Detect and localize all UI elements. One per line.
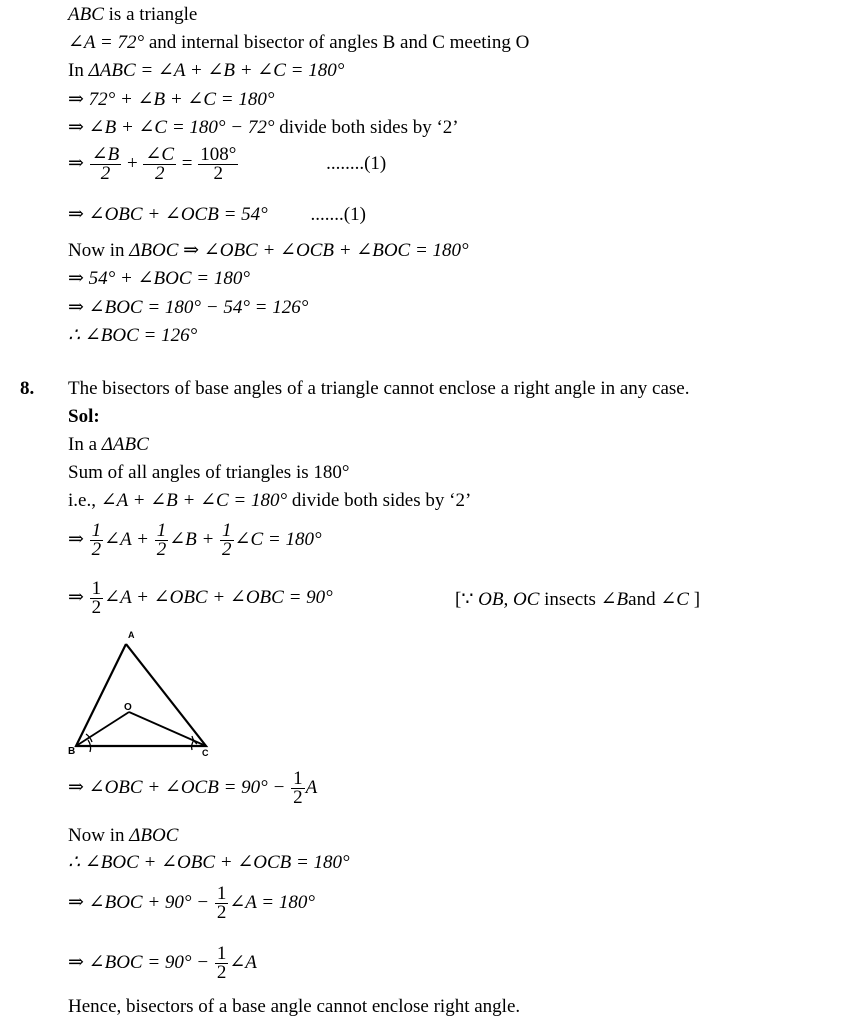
line-step <box>68 117 459 139</box>
plus: + <box>126 152 138 174</box>
text: In <box>68 60 89 81</box>
line-fraction-step <box>68 770 317 807</box>
text: [∵ <box>455 589 479 610</box>
equation-ref: .......(1) <box>310 204 366 225</box>
math: OB, OC <box>478 589 540 610</box>
line-step <box>68 434 149 456</box>
line-step: ⇒ 54° + ∠BOC = 180° <box>68 268 250 289</box>
line-step: ∴ ∠BOC + ∠OBC + ∠OCB = 180° <box>68 852 350 873</box>
math: ∠B <box>600 589 629 610</box>
fraction <box>215 945 229 982</box>
line-step <box>68 204 366 226</box>
math: ⇒ ∠OBC + ∠OCB = 90° − <box>68 776 286 798</box>
fraction <box>215 885 229 922</box>
text: Now in <box>68 240 130 261</box>
solution-label: Sol: <box>68 406 100 427</box>
vertex-label-a: A <box>128 630 135 640</box>
reason-note <box>455 589 700 611</box>
denominator: 2 <box>91 597 102 618</box>
denominator: 2 <box>91 539 102 560</box>
numerator: 1 <box>91 578 102 599</box>
math: ∠A <box>229 951 257 973</box>
numerator: 108° <box>200 144 237 165</box>
text: ] <box>688 589 701 610</box>
line-angle-sum <box>68 60 344 82</box>
text: and internal bisector of angles B and C meeting O <box>144 32 530 53</box>
line-fraction-step <box>68 522 322 559</box>
denominator: 2 <box>216 962 227 983</box>
math: ⇒ ∠BOC = 90° − <box>68 951 210 973</box>
math: ΔBOC <box>129 825 179 846</box>
line-step: ⇒ 72° + ∠B + ∠C = 180° <box>68 89 275 110</box>
implies: ⇒ <box>68 152 84 174</box>
numerator: 1 <box>222 520 232 541</box>
numerator: 1 <box>293 768 303 789</box>
line-fraction-step <box>68 885 315 922</box>
math: ΔABC = ∠A + ∠B + ∠C = 180° <box>88 60 345 81</box>
line-fraction-step <box>68 945 257 982</box>
fraction <box>291 770 305 807</box>
equation-ref: ........(1) <box>326 152 387 174</box>
line-fraction-step <box>68 146 386 183</box>
text: is a triangle <box>103 4 198 25</box>
text: insects <box>539 589 601 610</box>
text: Now in <box>68 825 130 846</box>
math: ∠A = 72° <box>68 32 145 53</box>
line-step <box>68 825 178 847</box>
line-given-triangle <box>68 4 197 26</box>
line-step <box>68 240 469 262</box>
text: Sum of all angles of triangles is <box>68 462 314 483</box>
math: ΔABC <box>101 434 149 455</box>
text: divide both sides by ‘2’ <box>274 117 459 138</box>
fraction <box>155 522 169 559</box>
line-given-angle <box>68 32 529 54</box>
fraction <box>198 146 238 183</box>
numerator: ∠B <box>91 144 120 165</box>
denominator: 2 <box>222 539 232 560</box>
line-fraction-step <box>68 580 333 617</box>
triangle-figure <box>66 626 216 756</box>
math: ∠A + <box>104 528 149 550</box>
question-statement: The bisectors of base angles of a triangle cannot enclose a right angle in any case. <box>68 378 690 399</box>
math: ⇒ ∠BOC + 90° − <box>68 891 210 913</box>
numerator: 1 <box>91 520 102 541</box>
implies: ⇒ <box>68 528 84 550</box>
math: 180° <box>313 462 350 483</box>
math: A <box>305 776 318 798</box>
text: i.e., <box>68 490 101 511</box>
math: ΔBOC ⇒ ∠OBC + ∠OCB + ∠BOC = 180° <box>129 240 469 261</box>
math: ⇒ ∠B + ∠C = 180° − 72° <box>68 117 275 138</box>
fraction <box>143 146 176 183</box>
numerator: 1 <box>216 943 227 964</box>
equals: = <box>181 152 193 174</box>
conclusion: Hence, bisectors of a base angle cannot enclose right angle. <box>68 996 521 1017</box>
fraction <box>90 580 104 617</box>
math: ⇒ ∠OBC + ∠OCB = 54° <box>68 204 268 225</box>
numerator: 1 <box>216 883 227 904</box>
numerator: ∠C <box>145 144 175 165</box>
triangle-outline <box>76 644 206 746</box>
text: and <box>628 589 661 610</box>
line-step <box>68 462 350 484</box>
math: ∠A + ∠B + ∠C = 180° <box>100 490 288 511</box>
math: ∠C = 180° <box>234 528 322 550</box>
math: ∠A = 180° <box>229 891 315 913</box>
implies: ⇒ <box>68 586 84 608</box>
denominator: 2 <box>156 539 167 560</box>
denominator: 2 <box>100 163 111 184</box>
text: In a <box>68 434 102 455</box>
line-step <box>68 490 471 512</box>
fraction <box>90 522 104 559</box>
fraction <box>90 146 122 183</box>
denominator: 2 <box>293 787 303 808</box>
math: ∠B + <box>169 528 215 550</box>
question-number: 8. <box>20 378 35 399</box>
text: divide both sides by ‘2’ <box>287 490 472 511</box>
denominator: 2 <box>216 902 227 923</box>
line-step: ⇒ ∠BOC = 180° − 54° = 126° <box>68 297 309 318</box>
fraction <box>220 522 234 559</box>
math: ∠A + ∠OBC + ∠OBC = 90° <box>104 586 333 608</box>
denominator: 2 <box>213 163 224 184</box>
denominator: 2 <box>154 163 165 184</box>
vertex-label-c: C <box>202 748 209 756</box>
vertex-label-o: O <box>124 702 132 713</box>
triangle-name: ABC <box>68 4 104 25</box>
line-result: ∴ ∠BOC = 126° <box>68 325 198 346</box>
math: ∠C <box>660 589 689 610</box>
numerator: 1 <box>156 520 167 541</box>
vertex-label-b: B <box>68 746 76 756</box>
